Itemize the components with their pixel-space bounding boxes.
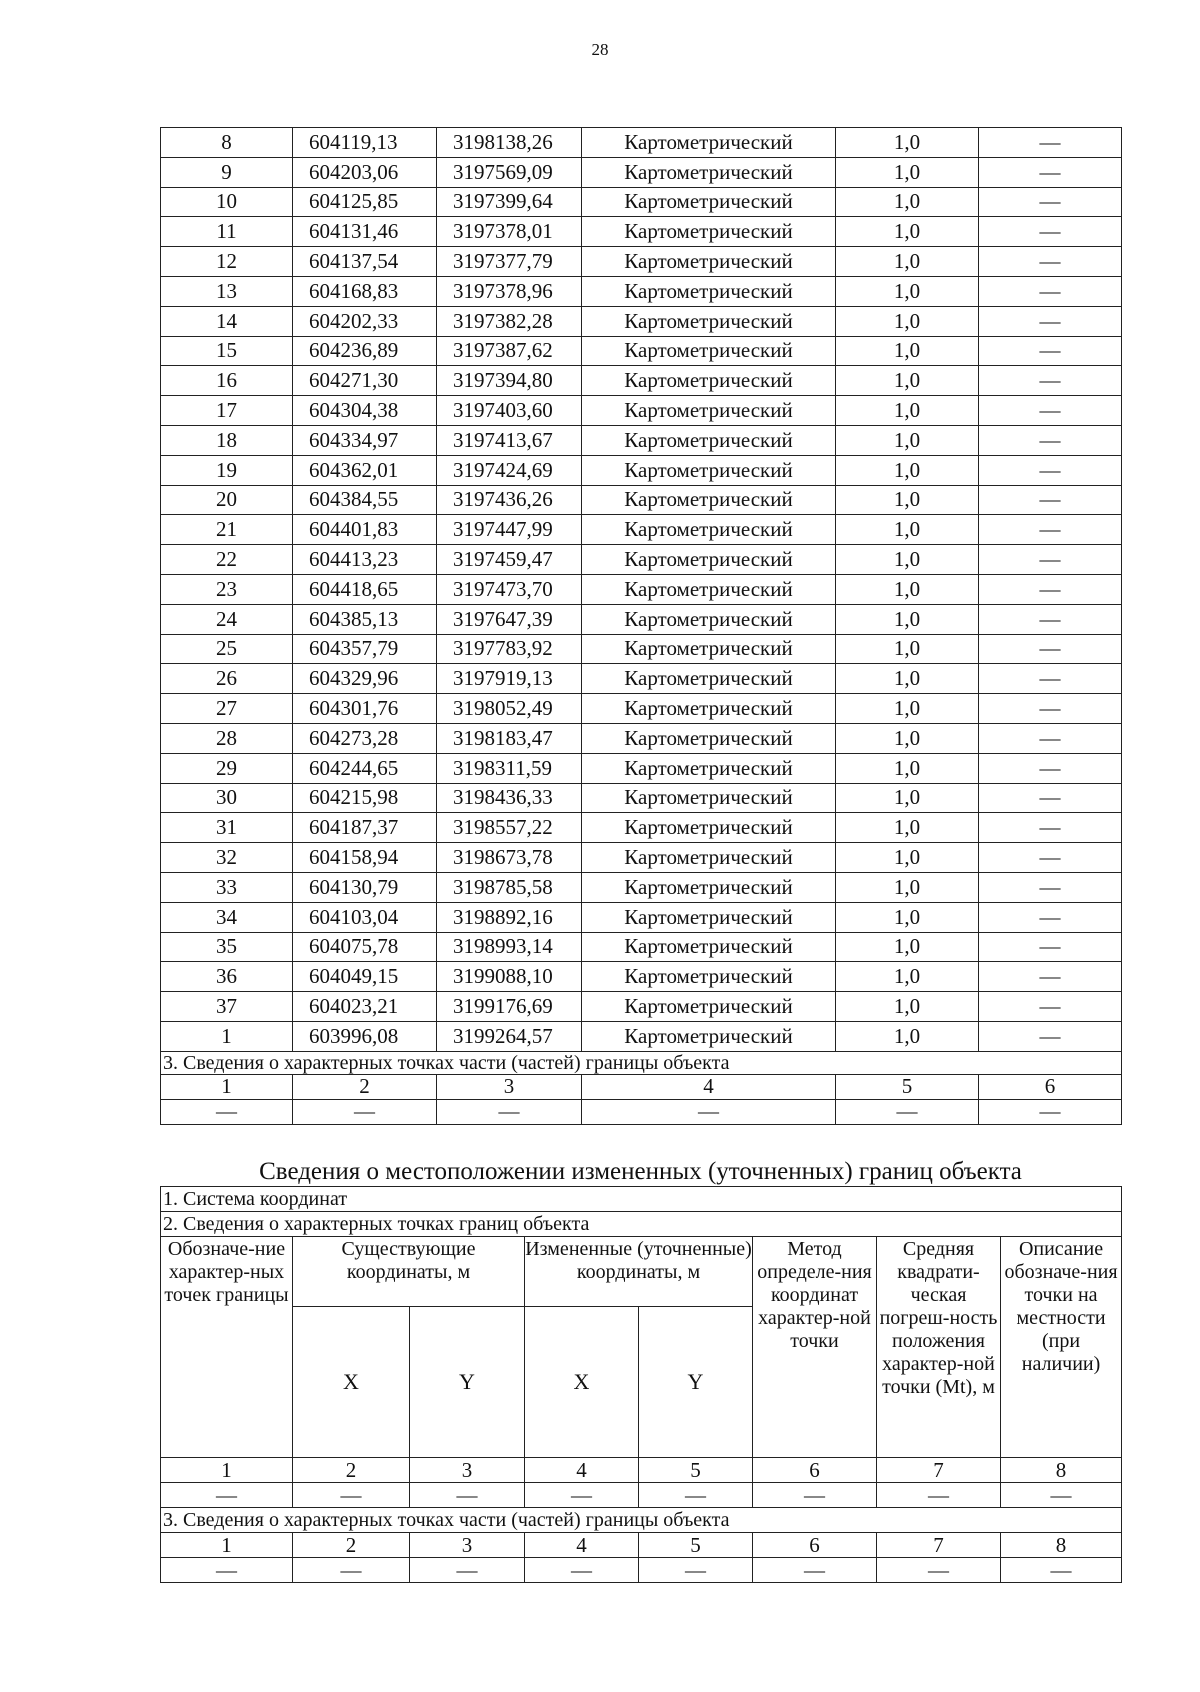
point-method: Картометрический bbox=[582, 574, 836, 604]
table-row bbox=[161, 1021, 1122, 1051]
point-method: Картометрический bbox=[582, 872, 836, 902]
page-number: 28 bbox=[591, 40, 609, 59]
col-number: 5 bbox=[639, 1458, 753, 1483]
point-mt: 1,0 bbox=[836, 604, 979, 634]
col-number: 3 bbox=[410, 1533, 525, 1558]
point-description: — bbox=[979, 336, 1122, 366]
section3-label: 3. Сведения о характерных точках части (частей) границы объекта bbox=[161, 1051, 1122, 1074]
col-number: 1 bbox=[161, 1533, 293, 1558]
point-number: 37 bbox=[161, 992, 293, 1022]
point-x-coordinate: 604418,65 bbox=[293, 574, 437, 604]
point-number: 8 bbox=[161, 128, 293, 158]
point-x-coordinate: 604334,97 bbox=[293, 425, 437, 455]
point-x-coordinate: 604401,83 bbox=[293, 515, 437, 545]
point-method: Картометрический bbox=[582, 545, 836, 575]
point-number: 14 bbox=[161, 306, 293, 336]
point-method: Картометрический bbox=[582, 187, 836, 217]
empty-value: — bbox=[525, 1558, 639, 1583]
point-description: — bbox=[979, 425, 1122, 455]
point-description: — bbox=[979, 366, 1122, 396]
table-row bbox=[161, 932, 1122, 962]
point-y-coordinate: 3198892,16 bbox=[437, 902, 582, 932]
point-x-coordinate: 604119,13 bbox=[293, 128, 437, 158]
point-x-coordinate: 604362,01 bbox=[293, 455, 437, 485]
point-x-coordinate: 604131,46 bbox=[293, 217, 437, 247]
point-number: 29 bbox=[161, 753, 293, 783]
table-row bbox=[161, 128, 1122, 158]
point-x-coordinate: 604075,78 bbox=[293, 932, 437, 962]
point-y-coordinate: 3197919,13 bbox=[437, 664, 582, 694]
point-y-coordinate: 3198673,78 bbox=[437, 843, 582, 873]
table-row bbox=[161, 753, 1122, 783]
col-number: 2 bbox=[293, 1533, 410, 1558]
point-mt: 1,0 bbox=[836, 962, 979, 992]
table-row bbox=[161, 157, 1122, 187]
point-y-coordinate: 3198557,22 bbox=[437, 813, 582, 843]
point-number: 31 bbox=[161, 813, 293, 843]
point-x-coordinate: 604103,04 bbox=[293, 902, 437, 932]
point-x-coordinate: 604202,33 bbox=[293, 306, 437, 336]
point-description: — bbox=[979, 276, 1122, 306]
point-mt: 1,0 bbox=[836, 157, 979, 187]
point-number: 19 bbox=[161, 455, 293, 485]
col-number: 6 bbox=[753, 1458, 877, 1483]
table-row bbox=[161, 515, 1122, 545]
table-row bbox=[161, 247, 1122, 277]
point-description: — bbox=[979, 753, 1122, 783]
empty-value: — bbox=[161, 1483, 293, 1508]
changed-boundaries-title: Сведения о местоположении измененных (уточненных) границ объекта bbox=[259, 1158, 1022, 1185]
empty-value: — bbox=[1001, 1558, 1122, 1583]
point-mt: 1,0 bbox=[836, 932, 979, 962]
col-number: 3 bbox=[437, 1074, 582, 1099]
point-y-coordinate: 3197387,62 bbox=[437, 336, 582, 366]
point-method: Картометрический bbox=[582, 425, 836, 455]
point-x-coordinate: 604023,21 bbox=[293, 992, 437, 1022]
point-number: 15 bbox=[161, 336, 293, 366]
point-mt: 1,0 bbox=[836, 396, 979, 426]
point-method: Картометрический bbox=[582, 276, 836, 306]
section3-label: 3. Сведения о характерных точках части (частей) границы объекта bbox=[161, 1508, 1122, 1533]
point-x-coordinate: 604357,79 bbox=[293, 634, 437, 664]
point-x-coordinate: 604384,55 bbox=[293, 485, 437, 515]
point-x-coordinate: 604130,79 bbox=[293, 872, 437, 902]
point-number: 12 bbox=[161, 247, 293, 277]
col-number: 8 bbox=[1001, 1458, 1122, 1483]
point-method: Картометрический bbox=[582, 336, 836, 366]
col-number: 1 bbox=[161, 1458, 293, 1483]
point-number: 20 bbox=[161, 485, 293, 515]
point-description: — bbox=[979, 485, 1122, 515]
point-y-coordinate: 3198993,14 bbox=[437, 932, 582, 962]
col-number: 4 bbox=[582, 1074, 836, 1099]
empty-value: — bbox=[437, 1099, 582, 1124]
point-number: 32 bbox=[161, 843, 293, 873]
point-description: — bbox=[979, 574, 1122, 604]
point-mt: 1,0 bbox=[836, 664, 979, 694]
table-row bbox=[161, 545, 1122, 575]
point-description: — bbox=[979, 962, 1122, 992]
point-mt: 1,0 bbox=[836, 217, 979, 247]
point-description: — bbox=[979, 783, 1122, 813]
section2-label: 2. Сведения о характерных точках границ объекта bbox=[161, 1212, 1122, 1237]
point-mt: 1,0 bbox=[836, 753, 979, 783]
col-number: 3 bbox=[410, 1458, 525, 1483]
point-method: Картометрический bbox=[582, 992, 836, 1022]
changed-boundaries-table bbox=[160, 1186, 1122, 1583]
point-method: Картометрический bbox=[582, 783, 836, 813]
point-y-coordinate: 3197569,09 bbox=[437, 157, 582, 187]
point-x-coordinate: 604049,15 bbox=[293, 962, 437, 992]
point-mt: 1,0 bbox=[836, 455, 979, 485]
point-x-coordinate: 604385,13 bbox=[293, 604, 437, 634]
point-mt: 1,0 bbox=[836, 634, 979, 664]
col-number: 2 bbox=[293, 1074, 437, 1099]
point-mt: 1,0 bbox=[836, 843, 979, 873]
table-row bbox=[161, 187, 1122, 217]
table-row bbox=[161, 366, 1122, 396]
empty-value: — bbox=[410, 1483, 525, 1508]
point-number: 26 bbox=[161, 664, 293, 694]
col-number: 7 bbox=[877, 1533, 1001, 1558]
point-description: — bbox=[979, 217, 1122, 247]
table-row bbox=[161, 843, 1122, 873]
point-description: — bbox=[979, 694, 1122, 724]
point-method: Картометрический bbox=[582, 515, 836, 545]
point-y-coordinate: 3197647,39 bbox=[437, 604, 582, 634]
table-row bbox=[161, 604, 1122, 634]
header-changed-y: Y bbox=[639, 1307, 753, 1458]
point-mt: 1,0 bbox=[836, 992, 979, 1022]
point-x-coordinate: 603996,08 bbox=[293, 1021, 437, 1051]
col-number: 1 bbox=[161, 1074, 293, 1099]
point-description: — bbox=[979, 247, 1122, 277]
empty-value: — bbox=[979, 1099, 1122, 1124]
point-method: Картометрический bbox=[582, 247, 836, 277]
col-number: 4 bbox=[525, 1533, 639, 1558]
point-y-coordinate: 3198183,47 bbox=[437, 723, 582, 753]
point-mt: 1,0 bbox=[836, 574, 979, 604]
point-number: 36 bbox=[161, 962, 293, 992]
point-y-coordinate: 3197382,28 bbox=[437, 306, 582, 336]
point-y-coordinate: 3197436,26 bbox=[437, 485, 582, 515]
point-x-coordinate: 604125,85 bbox=[293, 187, 437, 217]
point-mt: 1,0 bbox=[836, 515, 979, 545]
point-x-coordinate: 604329,96 bbox=[293, 664, 437, 694]
point-number: 13 bbox=[161, 276, 293, 306]
point-mt: 1,0 bbox=[836, 336, 979, 366]
table-row bbox=[161, 217, 1122, 247]
point-y-coordinate: 3199088,10 bbox=[437, 962, 582, 992]
point-x-coordinate: 604244,65 bbox=[293, 753, 437, 783]
point-x-coordinate: 604215,98 bbox=[293, 783, 437, 813]
table-row bbox=[161, 992, 1122, 1022]
point-number: 27 bbox=[161, 694, 293, 724]
point-description: — bbox=[979, 843, 1122, 873]
point-method: Картометрический bbox=[582, 902, 836, 932]
point-mt: 1,0 bbox=[836, 276, 979, 306]
point-mt: 1,0 bbox=[836, 1021, 979, 1051]
col-number: 2 bbox=[293, 1458, 410, 1483]
point-number: 1 bbox=[161, 1021, 293, 1051]
header-changed-x: X bbox=[525, 1307, 639, 1458]
table-row bbox=[161, 336, 1122, 366]
point-y-coordinate: 3197378,96 bbox=[437, 276, 582, 306]
point-y-coordinate: 3197447,99 bbox=[437, 515, 582, 545]
point-method: Картометрический bbox=[582, 455, 836, 485]
point-method: Картометрический bbox=[582, 694, 836, 724]
point-method: Картометрический bbox=[582, 485, 836, 515]
point-mt: 1,0 bbox=[836, 902, 979, 932]
point-description: — bbox=[979, 306, 1122, 336]
point-description: — bbox=[979, 1021, 1122, 1051]
empty-value: — bbox=[525, 1483, 639, 1508]
point-description: — bbox=[979, 723, 1122, 753]
point-mt: 1,0 bbox=[836, 783, 979, 813]
point-number: 11 bbox=[161, 217, 293, 247]
point-mt: 1,0 bbox=[836, 485, 979, 515]
col-number: 7 bbox=[877, 1458, 1001, 1483]
header-changed-coords: Измененные (уточненные) координаты, м bbox=[525, 1237, 753, 1307]
point-x-coordinate: 604304,38 bbox=[293, 396, 437, 426]
point-method: Картометрический bbox=[582, 843, 836, 873]
col-number: 8 bbox=[1001, 1533, 1122, 1558]
table-row bbox=[161, 574, 1122, 604]
point-number: 24 bbox=[161, 604, 293, 634]
point-description: — bbox=[979, 932, 1122, 962]
point-x-coordinate: 604301,76 bbox=[293, 694, 437, 724]
point-mt: 1,0 bbox=[836, 366, 979, 396]
point-x-coordinate: 604236,89 bbox=[293, 336, 437, 366]
point-number: 30 bbox=[161, 783, 293, 813]
point-description: — bbox=[979, 545, 1122, 575]
empty-value: — bbox=[836, 1099, 979, 1124]
point-description: — bbox=[979, 128, 1122, 158]
point-y-coordinate: 3197403,60 bbox=[437, 396, 582, 426]
point-method: Картометрический bbox=[582, 396, 836, 426]
point-mt: 1,0 bbox=[836, 723, 979, 753]
header-description: Описание обозначе-ния точки на местности (при наличии) bbox=[1001, 1237, 1122, 1458]
point-description: — bbox=[979, 664, 1122, 694]
point-y-coordinate: 3199264,57 bbox=[437, 1021, 582, 1051]
point-y-coordinate: 3197377,79 bbox=[437, 247, 582, 277]
empty-value: — bbox=[293, 1558, 410, 1583]
empty-value: — bbox=[410, 1558, 525, 1583]
header-existing-coords: Существующие координаты, м bbox=[293, 1237, 525, 1307]
point-x-coordinate: 604273,28 bbox=[293, 723, 437, 753]
table-row bbox=[161, 694, 1122, 724]
point-y-coordinate: 3198138,26 bbox=[437, 128, 582, 158]
table-row bbox=[161, 485, 1122, 515]
empty-value: — bbox=[582, 1099, 836, 1124]
point-number: 35 bbox=[161, 932, 293, 962]
point-y-coordinate: 3197413,67 bbox=[437, 425, 582, 455]
point-description: — bbox=[979, 157, 1122, 187]
point-description: — bbox=[979, 187, 1122, 217]
point-y-coordinate: 3199176,69 bbox=[437, 992, 582, 1022]
point-method: Картометрический bbox=[582, 306, 836, 336]
point-y-coordinate: 3198052,49 bbox=[437, 694, 582, 724]
point-description: — bbox=[979, 455, 1122, 485]
point-mt: 1,0 bbox=[836, 813, 979, 843]
col-number: 5 bbox=[836, 1074, 979, 1099]
col-number: 4 bbox=[525, 1458, 639, 1483]
point-mt: 1,0 bbox=[836, 128, 979, 158]
point-number: 17 bbox=[161, 396, 293, 426]
table-row bbox=[161, 306, 1122, 336]
point-mt: 1,0 bbox=[836, 187, 979, 217]
point-method: Картометрический bbox=[582, 813, 836, 843]
point-y-coordinate: 3197459,47 bbox=[437, 545, 582, 575]
point-x-coordinate: 604158,94 bbox=[293, 843, 437, 873]
header-mt: Средняя квадрати-ческая погреш-ность положения характер-ной точки (Mt), м bbox=[877, 1237, 1001, 1458]
empty-value: — bbox=[877, 1558, 1001, 1583]
point-method: Картометрический bbox=[582, 157, 836, 187]
point-method: Картометрический bbox=[582, 664, 836, 694]
point-mt: 1,0 bbox=[836, 545, 979, 575]
col-number: 5 bbox=[639, 1533, 753, 1558]
empty-value: — bbox=[161, 1099, 293, 1124]
point-number: 22 bbox=[161, 545, 293, 575]
point-y-coordinate: 3197473,70 bbox=[437, 574, 582, 604]
point-description: — bbox=[979, 396, 1122, 426]
table-row bbox=[161, 902, 1122, 932]
point-mt: 1,0 bbox=[836, 306, 979, 336]
table-row bbox=[161, 634, 1122, 664]
point-number: 9 bbox=[161, 157, 293, 187]
point-y-coordinate: 3197378,01 bbox=[437, 217, 582, 247]
point-y-coordinate: 3198311,59 bbox=[437, 753, 582, 783]
table-row bbox=[161, 813, 1122, 843]
point-method: Картометрический bbox=[582, 962, 836, 992]
header-existing-x: X bbox=[293, 1307, 410, 1458]
point-number: 18 bbox=[161, 425, 293, 455]
point-x-coordinate: 604187,37 bbox=[293, 813, 437, 843]
point-description: — bbox=[979, 515, 1122, 545]
point-description: — bbox=[979, 872, 1122, 902]
point-description: — bbox=[979, 604, 1122, 634]
point-method: Картометрический bbox=[582, 604, 836, 634]
table-row bbox=[161, 872, 1122, 902]
empty-value: — bbox=[753, 1483, 877, 1508]
point-y-coordinate: 3197424,69 bbox=[437, 455, 582, 485]
point-x-coordinate: 604137,54 bbox=[293, 247, 437, 277]
table-row bbox=[161, 396, 1122, 426]
point-description: — bbox=[979, 992, 1122, 1022]
point-method: Картометрический bbox=[582, 634, 836, 664]
empty-value: — bbox=[1001, 1483, 1122, 1508]
empty-value: — bbox=[639, 1558, 753, 1583]
point-x-coordinate: 604203,06 bbox=[293, 157, 437, 187]
header-existing-y: Y bbox=[410, 1307, 525, 1458]
point-x-coordinate: 604271,30 bbox=[293, 366, 437, 396]
table-row bbox=[161, 276, 1122, 306]
table-row bbox=[161, 783, 1122, 813]
point-y-coordinate: 3197394,80 bbox=[437, 366, 582, 396]
point-number: 28 bbox=[161, 723, 293, 753]
point-description: — bbox=[979, 634, 1122, 664]
boundary-points-table-body bbox=[161, 128, 1122, 1052]
point-number: 16 bbox=[161, 366, 293, 396]
empty-value: — bbox=[877, 1483, 1001, 1508]
point-description: — bbox=[979, 813, 1122, 843]
point-method: Картометрический bbox=[582, 128, 836, 158]
point-method: Картометрический bbox=[582, 932, 836, 962]
col-number: 6 bbox=[753, 1533, 877, 1558]
point-y-coordinate: 3198436,33 bbox=[437, 783, 582, 813]
table-row bbox=[161, 962, 1122, 992]
table-row bbox=[161, 723, 1122, 753]
point-method: Картометрический bbox=[582, 723, 836, 753]
point-y-coordinate: 3198785,58 bbox=[437, 872, 582, 902]
col-number: 6 bbox=[979, 1074, 1122, 1099]
point-description: — bbox=[979, 902, 1122, 932]
point-method: Картометрический bbox=[582, 366, 836, 396]
point-number: 10 bbox=[161, 187, 293, 217]
point-number: 21 bbox=[161, 515, 293, 545]
empty-value: — bbox=[293, 1483, 410, 1508]
point-x-coordinate: 604413,23 bbox=[293, 545, 437, 575]
empty-value: — bbox=[293, 1099, 437, 1124]
point-mt: 1,0 bbox=[836, 425, 979, 455]
header-designation: Обозначе-ние характер-ных точек границы bbox=[161, 1237, 293, 1458]
point-mt: 1,0 bbox=[836, 872, 979, 902]
header-method: Метод определе-ния координат характер-ной точки bbox=[753, 1237, 877, 1458]
table-row bbox=[161, 664, 1122, 694]
table-row bbox=[161, 455, 1122, 485]
point-x-coordinate: 604168,83 bbox=[293, 276, 437, 306]
point-mt: 1,0 bbox=[836, 247, 979, 277]
empty-value: — bbox=[639, 1483, 753, 1508]
point-number: 23 bbox=[161, 574, 293, 604]
point-mt: 1,0 bbox=[836, 694, 979, 724]
point-y-coordinate: 3197783,92 bbox=[437, 634, 582, 664]
empty-value: — bbox=[753, 1558, 877, 1583]
point-y-coordinate: 3197399,64 bbox=[437, 187, 582, 217]
point-method: Картометрический bbox=[582, 1021, 836, 1051]
point-number: 33 bbox=[161, 872, 293, 902]
point-number: 25 bbox=[161, 634, 293, 664]
point-method: Картометрический bbox=[582, 217, 836, 247]
boundary-points-table bbox=[160, 127, 1122, 1125]
table-row bbox=[161, 425, 1122, 455]
section1-label: 1. Система координат bbox=[161, 1187, 1122, 1212]
point-method: Картометрический bbox=[582, 753, 836, 783]
empty-value: — bbox=[161, 1558, 293, 1583]
point-number: 34 bbox=[161, 902, 293, 932]
